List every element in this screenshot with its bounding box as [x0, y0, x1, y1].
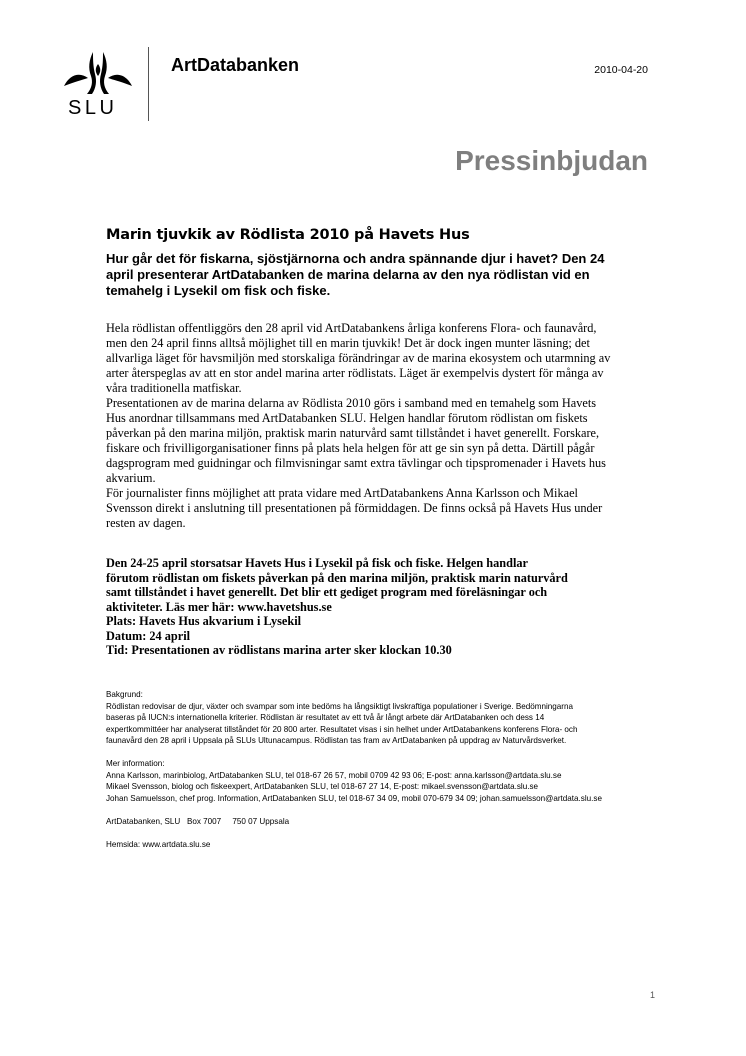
intro-line: april presenterar ArtDatabanken de marina delarna av den nya rödlistan vid en [106, 267, 590, 282]
body-line: För journalister finns möjlighet att prata vidare med ArtDatabankens Anna Karlsson och Mikael [106, 486, 578, 500]
event-description [106, 556, 651, 614]
body-line: Svensson direkt i anslutning till presentationen på förmiddagen. De finns också på Havets Hus under [106, 501, 603, 515]
body-line: akvarium. [106, 471, 156, 485]
contact-line: Anna Karlsson, marinbiolog, ArtDatabanken SLU, tel 018-67 26 57, mobil 0709 42 93 06; E-post: anna.karlsson@artdata.slu.se [106, 770, 562, 780]
body-line: resten av dagen. [106, 516, 186, 530]
body-line: arter återspeglas av att en stor andel marina arter rödlistats. Läget är exempelvis dystert för många av [106, 366, 604, 380]
body-line: fiskare och frivilligorganisationer finns på plats hela helgen för att ge sin syn på detta. Därtill pågår [106, 441, 595, 455]
body-text [106, 321, 662, 531]
intro-line: temahelg i Lysekil om fisk och fiske. [106, 283, 331, 298]
background-line: baseras på IUCN:s internationella kriterier. Rödlistan är resultatet av ett två år långt arbete där ArtDatabanken och dess 14 [106, 713, 545, 722]
press-title: Marin tjuvkik av Rödlista 2010 på Havets Hus [106, 227, 470, 243]
document-date: 2010-04-20 [594, 64, 648, 76]
contact-line: Johan Samuelsson, chef prog. Information, ArtDatabanken SLU, tel 018-67 34 09, mobil 070-679 34 09; johan.samuelsson@artdata.slu.se [106, 793, 602, 803]
event-line: samt tillståndet i havet generellt. Det blir ett gediget program med föreläsningar och [106, 585, 548, 599]
press-intro [106, 251, 646, 299]
event-date: Datum: 24 april [106, 628, 191, 643]
body-line: Presentationen av de marina delarna av Rödlista 2010 görs i samband med en temahelg som Havets [106, 396, 597, 410]
background-line: Rödlistan redovisar de djur, växter och svampar som inte bedöms ha långsiktigt livskraftiga populationer i Sverige. Bedömningarna [106, 701, 573, 711]
background-line: faunavård den 28 april i Uppsala på SLUs Ultunacampus. Rödlistan tas fram av ArtDatabanken på uppdrag av Naturvårdsverket. [106, 736, 567, 745]
contacts-heading: Mer information: [106, 759, 165, 768]
body-paragraph [106, 486, 662, 531]
body-line: men den 24 april finns alltså möjlighet till en marin tjuvkik! Det är dock ingen munter läsning; det [106, 336, 590, 350]
body-paragraph [106, 396, 662, 486]
spacer [106, 747, 666, 759]
body-line: Hus anordnar tillsammans med ArtDatabanken SLU. Helgen handlar förutom rödlistan om fiskets [106, 411, 588, 425]
slu-logo-text: SLU [68, 97, 118, 119]
body-line: dagsprogram med guidningar och filmvisningar samt extra tävlingar och tipspromenader i Havets hus [106, 456, 606, 470]
event-details [106, 556, 651, 658]
intro-line: Hur går det för fiskarna, sjöstjärnorna och andra spännande djur i havet? Den 24 [106, 251, 605, 266]
document-type: Pressinbjudan [455, 145, 648, 176]
background-line: expertkommittéer har analyserat tillståndet för 20 800 arter. Resultatet visas i sin helhet under ArtDatabankens konferens Flora- och [106, 724, 578, 734]
event-line: Den 24-25 april storsatsar Havets Hus i Lysekil på fisk och fiske. Helgen handlar [106, 556, 528, 570]
page-number: 1 [649, 990, 655, 1000]
slu-leaf-emblem-icon [62, 50, 134, 96]
body-line: våra traditionella matfiskar. [106, 381, 242, 395]
background-heading: Bakgrund: [106, 690, 143, 699]
body-line: Hela rödlistan offentliggörs den 28 april vid ArtDatabankens årliga konferens Flora- och faunavård, [106, 321, 597, 335]
event-line: förutom rödlistan om fiskets påverkan på den marina miljön, praktisk marin naturvård [106, 570, 568, 585]
spacer [106, 804, 666, 816]
postal-address: ArtDatabanken, SLU Box 7007 750 07 Uppsala [106, 816, 290, 826]
contact-line: Mikael Svensson, biolog och fiskeexpert, ArtDatabanken SLU, tel 018-67 27 14, E-post: mikael.svensson@artdata.slu.se [106, 782, 539, 791]
spacer [106, 827, 666, 839]
event-place: Plats: Havets Hus akvarium i Lysekil [106, 614, 302, 628]
organization-name: ArtDatabanken [171, 55, 300, 75]
body-line: påverkan på den marina miljön, praktisk marin naturvård samt tillståndet i havet generellt. Forskare, [106, 426, 600, 440]
website: Hemsida: www.artdata.slu.se [106, 839, 211, 849]
body-line: allvarliga läget för havsmiljön med storskaliga förändringar av de marina ekosystem och utarmning av [106, 351, 611, 365]
event-line: aktiviteter. Läs mer här: www.havetshus.se [106, 599, 332, 614]
fine-print [106, 689, 666, 850]
body-paragraph [106, 321, 662, 396]
header-divider [148, 47, 149, 121]
event-time: Tid: Presentationen av rödlistans marina arter sker klockan 10.30 [106, 643, 452, 657]
